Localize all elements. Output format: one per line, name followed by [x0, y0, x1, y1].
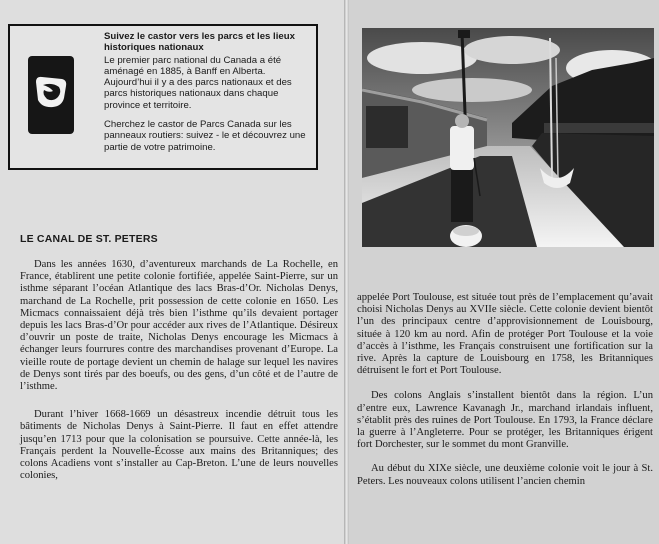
left-paragraph-1: Dans les années 1630, d’aventureux marchands de La Rochelle, en France, établirent une petite colonie fortifiée, appelée Saint-Pierre, sur un isthme séparant l’océan Atlantique des lacs Bras-d’Or. Nicholas Denys, marchand de La Rochelle, prit possession de cette colonie en 1650. Les Micmacs connaissaient déjà très bien l’isthme qu’ils devaient portager depuis les lacs Bras-d’Or pour accéder aux rives de l’Atlantique. Désireux d’ouvrir un poste de traite, Nicholas Denys encourage les Micmacs à échanger leurs fourrures contre des marchandises provenant d’Europe. La vieille route de portage devient un chemin de halage sur lequel les navires de Denys sont tirés par des boeufs, ou des gens, d’un côté et de l’autre de l’isthme. — [20, 259, 338, 393]
beaver-info-box — [8, 24, 318, 170]
canal-lock-photo — [362, 28, 654, 247]
right-paragraph-1: appelée Port Toulouse, est située tout près de l’emplacement qu’avait choisi Nicholas Denys au XVIIe siècle. Cette colonie devient bientôt l’un des principaux centre d’approvisionnement de Louisbourg, située à 120 km au nord. Afin de protéger Port Toulouse et la voie d’accès à l’isthme, les Français construisent une fortification sur la rive. Après la capture de Louisbourg en 1758, les Britanniques détruisent le fort et Port Toulouse. — [357, 292, 653, 377]
right-paragraph-2: Des colons Anglais s’installent bientôt dans la région. L’un d’entre eux, Lawrence Kavanagh Jr., marchand irlandais influent, s’établit près des ruines de Port Toulouse. En 1793, la France déclare la guerre à l’Angleterre. Pour se protéger, les Britanniques érigent fort Dorchester, sur le sommet du mont Granville. — [357, 390, 653, 451]
parks-canada-logo — [28, 56, 74, 134]
beaver-icon — [32, 73, 70, 111]
info-note: Cherchez le castor de Parcs Canada sur les panneaux routiers: suivez - le et découvrez une partie de votre patrimoine. — [104, 119, 306, 153]
left-column — [20, 259, 338, 482]
right-paragraph-3: Au début du XIXe siècle, une deuxième colonie voit le jour à St. Peters. Les nouveaux colons utilisent l’ancien chemin — [357, 463, 653, 487]
info-body: Le premier parc national du Canada a été aménagé en 1885, à Banff en Alberta. Aujourd’hui il y a des parcs nationaux et des parcs historiques nationaux dans chaque province et territoire. — [104, 54, 292, 111]
left-paragraph-2: Durant l’hiver 1668-1669 un désastreux incendie détruit tous les bâtiments de Nicholas Denys à Saint-Pierre. Il faut en effet attendre jusqu’en 1713 pour que la colonisation se poursuive. Cette année-là, les Français perdent la Nouvelle-Écosse aux mains des Britanniques; des colons Acadiens vont s’installer au Cap-Breton. L’une de leurs nouvelles colonies, — [20, 409, 338, 482]
section-title: LE CANAL DE ST. PETERS — [20, 233, 158, 245]
info-text — [104, 31, 314, 153]
right-column — [357, 292, 653, 488]
info-title: Suivez le castor vers les parcs et les lieux historiques nationaux — [104, 31, 295, 54]
